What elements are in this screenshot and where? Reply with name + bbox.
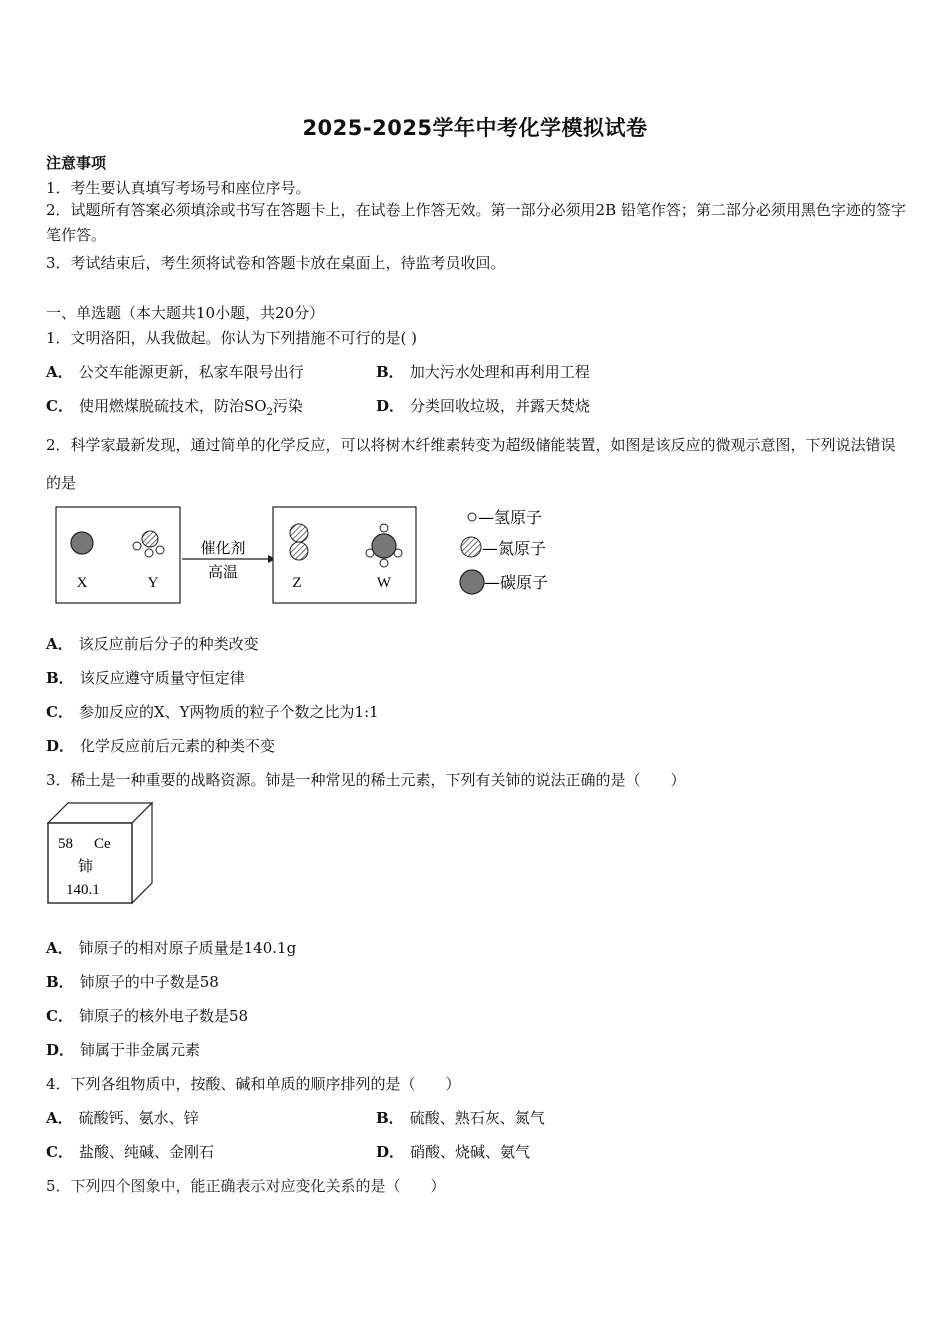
option-label: A． bbox=[46, 363, 73, 381]
carbon-atom bbox=[71, 532, 93, 554]
option-label: C． bbox=[46, 397, 73, 415]
legend bbox=[460, 508, 548, 594]
option-label: B． bbox=[46, 973, 74, 991]
notice-item-2: 2．试题所有答案必须填涂或书写在答题卡上，在试卷上作答无效。第一部分必须用2B 铅笔作答；第二部分必须用黑色字迹的签字笔作答。 bbox=[46, 201, 906, 244]
option-text: 参加反应的X、Y两物质的粒子个数之比为1:1 bbox=[78, 703, 379, 721]
label-y: Y bbox=[147, 575, 159, 591]
legend-hydrogen: —氢原子 bbox=[478, 508, 543, 527]
q3-option-b[interactable] bbox=[46, 971, 219, 992]
option-text: 铈原子的中子数是58 bbox=[79, 973, 219, 991]
q2-option-c[interactable] bbox=[46, 701, 379, 722]
q1-stem: 1．文明洛阳，从我做起。你认为下列措施不可行的是( ) bbox=[46, 329, 418, 347]
option-label: A． bbox=[46, 939, 73, 957]
element-symbol: Ce bbox=[94, 836, 111, 852]
q3-option-a[interactable] bbox=[46, 937, 296, 958]
label-z: Z bbox=[292, 575, 302, 591]
option-text: 使用燃煤脱硫技术，防治SO bbox=[78, 397, 267, 415]
option-label: B． bbox=[46, 669, 74, 687]
arrow-label-catalyst: 催化剂 bbox=[200, 539, 246, 557]
q3-option-c[interactable] bbox=[46, 1005, 248, 1026]
option-text: 铈属于非金属元素 bbox=[80, 1041, 201, 1059]
option-text: 化学反应前后元素的种类不变 bbox=[80, 737, 276, 755]
option-label: B． bbox=[376, 1109, 404, 1127]
option-text: 硫酸、熟石灰、氮气 bbox=[409, 1109, 545, 1127]
notice-heading: 注意事项 bbox=[46, 154, 107, 172]
option-text-end: 污染 bbox=[272, 397, 303, 415]
hydrogen-legend-icon bbox=[468, 513, 476, 521]
option-text: 硝酸、烧碱、氨气 bbox=[410, 1143, 531, 1161]
option-label: C． bbox=[46, 1143, 73, 1161]
reactant-box bbox=[56, 507, 180, 603]
arrow-label-temperature: 高温 bbox=[207, 563, 239, 581]
element-name: 铈 bbox=[78, 857, 94, 875]
notice-item-3: 3．考试结束后，考生须将试卷和答题卡放在桌面上，待监考员收回。 bbox=[46, 254, 506, 272]
label-x: X bbox=[76, 575, 88, 591]
option-text: 加大污水处理和再利用工程 bbox=[409, 363, 590, 381]
option-label: A． bbox=[46, 635, 73, 653]
q1-option-c[interactable] bbox=[46, 395, 303, 418]
q2-option-a[interactable] bbox=[46, 633, 259, 654]
atomic-mass: 140.1 bbox=[66, 882, 100, 898]
legend-carbon: —碳原子 bbox=[484, 573, 549, 592]
notice-item-1: 1．考生要认真填写考场号和座位序号。 bbox=[46, 179, 311, 197]
option-text: 分类回收垃圾，并露天焚烧 bbox=[410, 397, 591, 415]
option-label: C． bbox=[46, 703, 73, 721]
q1-option-b[interactable] bbox=[376, 361, 590, 382]
label-w: W bbox=[376, 575, 392, 591]
option-text: 盐酸、纯碱、金刚石 bbox=[78, 1143, 214, 1161]
subscript: 2 bbox=[266, 407, 273, 418]
option-label: C． bbox=[46, 1007, 73, 1025]
q3-stem: 3．稀土是一种重要的战略资源。铈是一种常见的稀土元素，下列有关铈的说法正确的是（ ） bbox=[46, 771, 686, 789]
q4-stem: 4．下列各组物质中，按酸、碱和单质的顺序排列的是（ ） bbox=[46, 1075, 461, 1093]
section-heading: 一、单选题（本大题共10小题，共20分） bbox=[46, 304, 325, 322]
nitrogen-legend-icon bbox=[461, 537, 481, 557]
option-text: 铈原子的相对原子质量是140.1g bbox=[78, 939, 297, 957]
option-label: D． bbox=[46, 1041, 75, 1059]
option-label: D． bbox=[376, 397, 405, 415]
option-label: D． bbox=[376, 1143, 405, 1161]
q3-option-d[interactable] bbox=[46, 1039, 200, 1060]
option-label: A． bbox=[46, 1109, 73, 1127]
carbon-legend-icon bbox=[460, 570, 484, 594]
q4-option-a[interactable] bbox=[46, 1107, 199, 1128]
q4-option-c[interactable] bbox=[46, 1141, 214, 1162]
q1-option-a[interactable] bbox=[46, 361, 304, 382]
option-text: 该反应遵守质量守恒定律 bbox=[79, 669, 245, 687]
option-text: 公交车能源更新，私家车限号出行 bbox=[78, 363, 304, 381]
option-text: 硫酸钙、氨水、锌 bbox=[78, 1109, 199, 1127]
q2-option-d[interactable] bbox=[46, 735, 275, 756]
option-label: D． bbox=[46, 737, 75, 755]
q2-option-b[interactable] bbox=[46, 667, 245, 688]
option-label: B． bbox=[376, 363, 404, 381]
legend-nitrogen: —氮原子 bbox=[482, 539, 547, 558]
atomic-number: 58 bbox=[58, 836, 73, 852]
q4-option-d[interactable] bbox=[376, 1141, 530, 1162]
option-text: 该反应前后分子的种类改变 bbox=[78, 635, 259, 653]
option-text: 铈原子的核外电子数是58 bbox=[78, 1007, 249, 1025]
q1-option-d[interactable] bbox=[376, 395, 590, 416]
element-card bbox=[46, 801, 156, 907]
page-title: 2025-2025学年中考化学模拟试卷 bbox=[302, 116, 648, 140]
q5-stem: 5．下列四个图象中，能正确表示对应变化关系的是（ ） bbox=[46, 1177, 446, 1195]
reaction-diagram bbox=[46, 497, 566, 609]
q2-stem: 2．科学家最新发现，通过简单的化学反应，可以将树木纤维素转变为超级储能装置，如图是该反应的微观示意图，下列说法错误的是 bbox=[46, 436, 896, 492]
q4-option-b[interactable] bbox=[376, 1107, 545, 1128]
